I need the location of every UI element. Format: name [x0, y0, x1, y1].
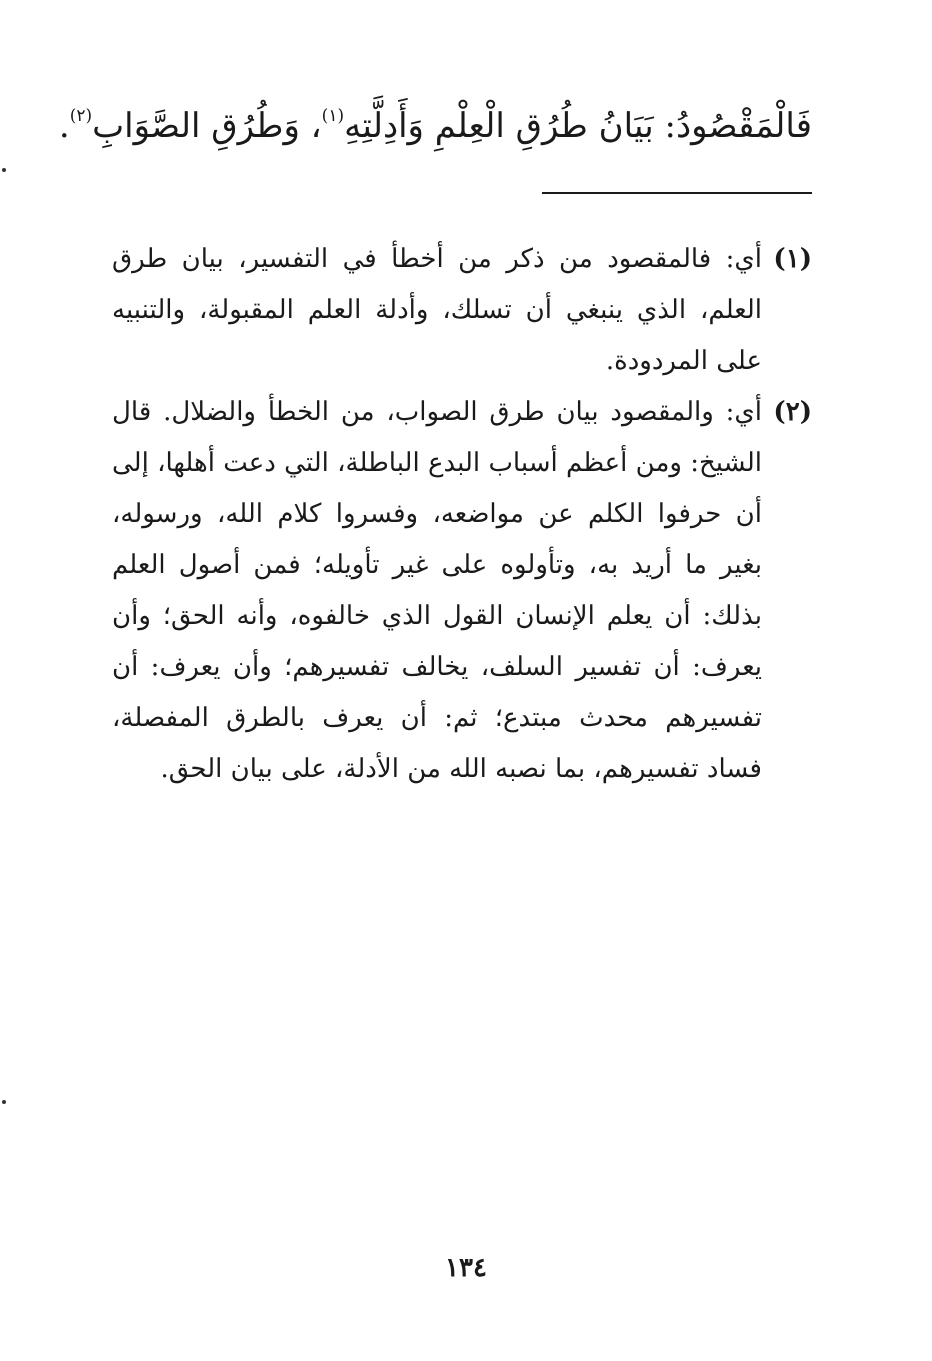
footnote-1-text: أي: فالمقصود من ذكر من أخطأ في التفسير، بيان طرق العلم، الذي ينبغي أن تسلك، وأدلة العلم المقبولة، والتنبيه على المردودة. — [112, 244, 762, 376]
footnote-ref-2: (٢) — [69, 106, 93, 126]
scan-margin-mark — [2, 1100, 6, 1104]
page-number: ١٣٤ — [445, 1253, 487, 1283]
main-text-end: . — [58, 106, 70, 146]
footnote-ref-1: (١) — [321, 106, 345, 126]
footnote-2-text: أي: والمقصود بيان طرق الصواب، من الخطأ والضلال. قال الشيخ: ومن أعظم أسباب البدع الباطلة، التي دعت أهلها، إلى أن حرفوا الكلم عن مواضعه، وفسروا كلام الله، ورسوله، بغير ما أريد به، وتأولوه على غير تأويله؛ فمن أصول العلم بذلك: أن يعلم الإنسان القول الذي خالفوه، وأنه الحق؛ وأن يعرف: أن تفسير السلف، يخالف تفسيرهم؛ وأن يعرف: أن تفسيرهم محدث مبتدع؛ ثم: أن يعرف بالطرق المفصلة، فساد تفسيرهم، بما نصبه الله من الأدلة، على بيان الحق. — [112, 397, 762, 784]
scan-margin-mark — [2, 168, 6, 172]
footnote-separator — [542, 192, 812, 194]
footnote-2 — [112, 387, 812, 795]
main-text-part-2: ، وَطُرُقِ الصَّوَابِ — [92, 106, 322, 146]
footnotes — [112, 234, 812, 795]
footnote-1-number: (١) — [773, 244, 812, 274]
footnote-2-number: (٢) — [773, 397, 812, 427]
footnote-1 — [112, 234, 812, 387]
main-text-part-1: فَالْمَقْصُودُ: بَيَانُ طُرُقِ الْعِلْمِ وَأَدِلَّتِهِ — [344, 106, 812, 146]
main-text — [58, 96, 812, 156]
